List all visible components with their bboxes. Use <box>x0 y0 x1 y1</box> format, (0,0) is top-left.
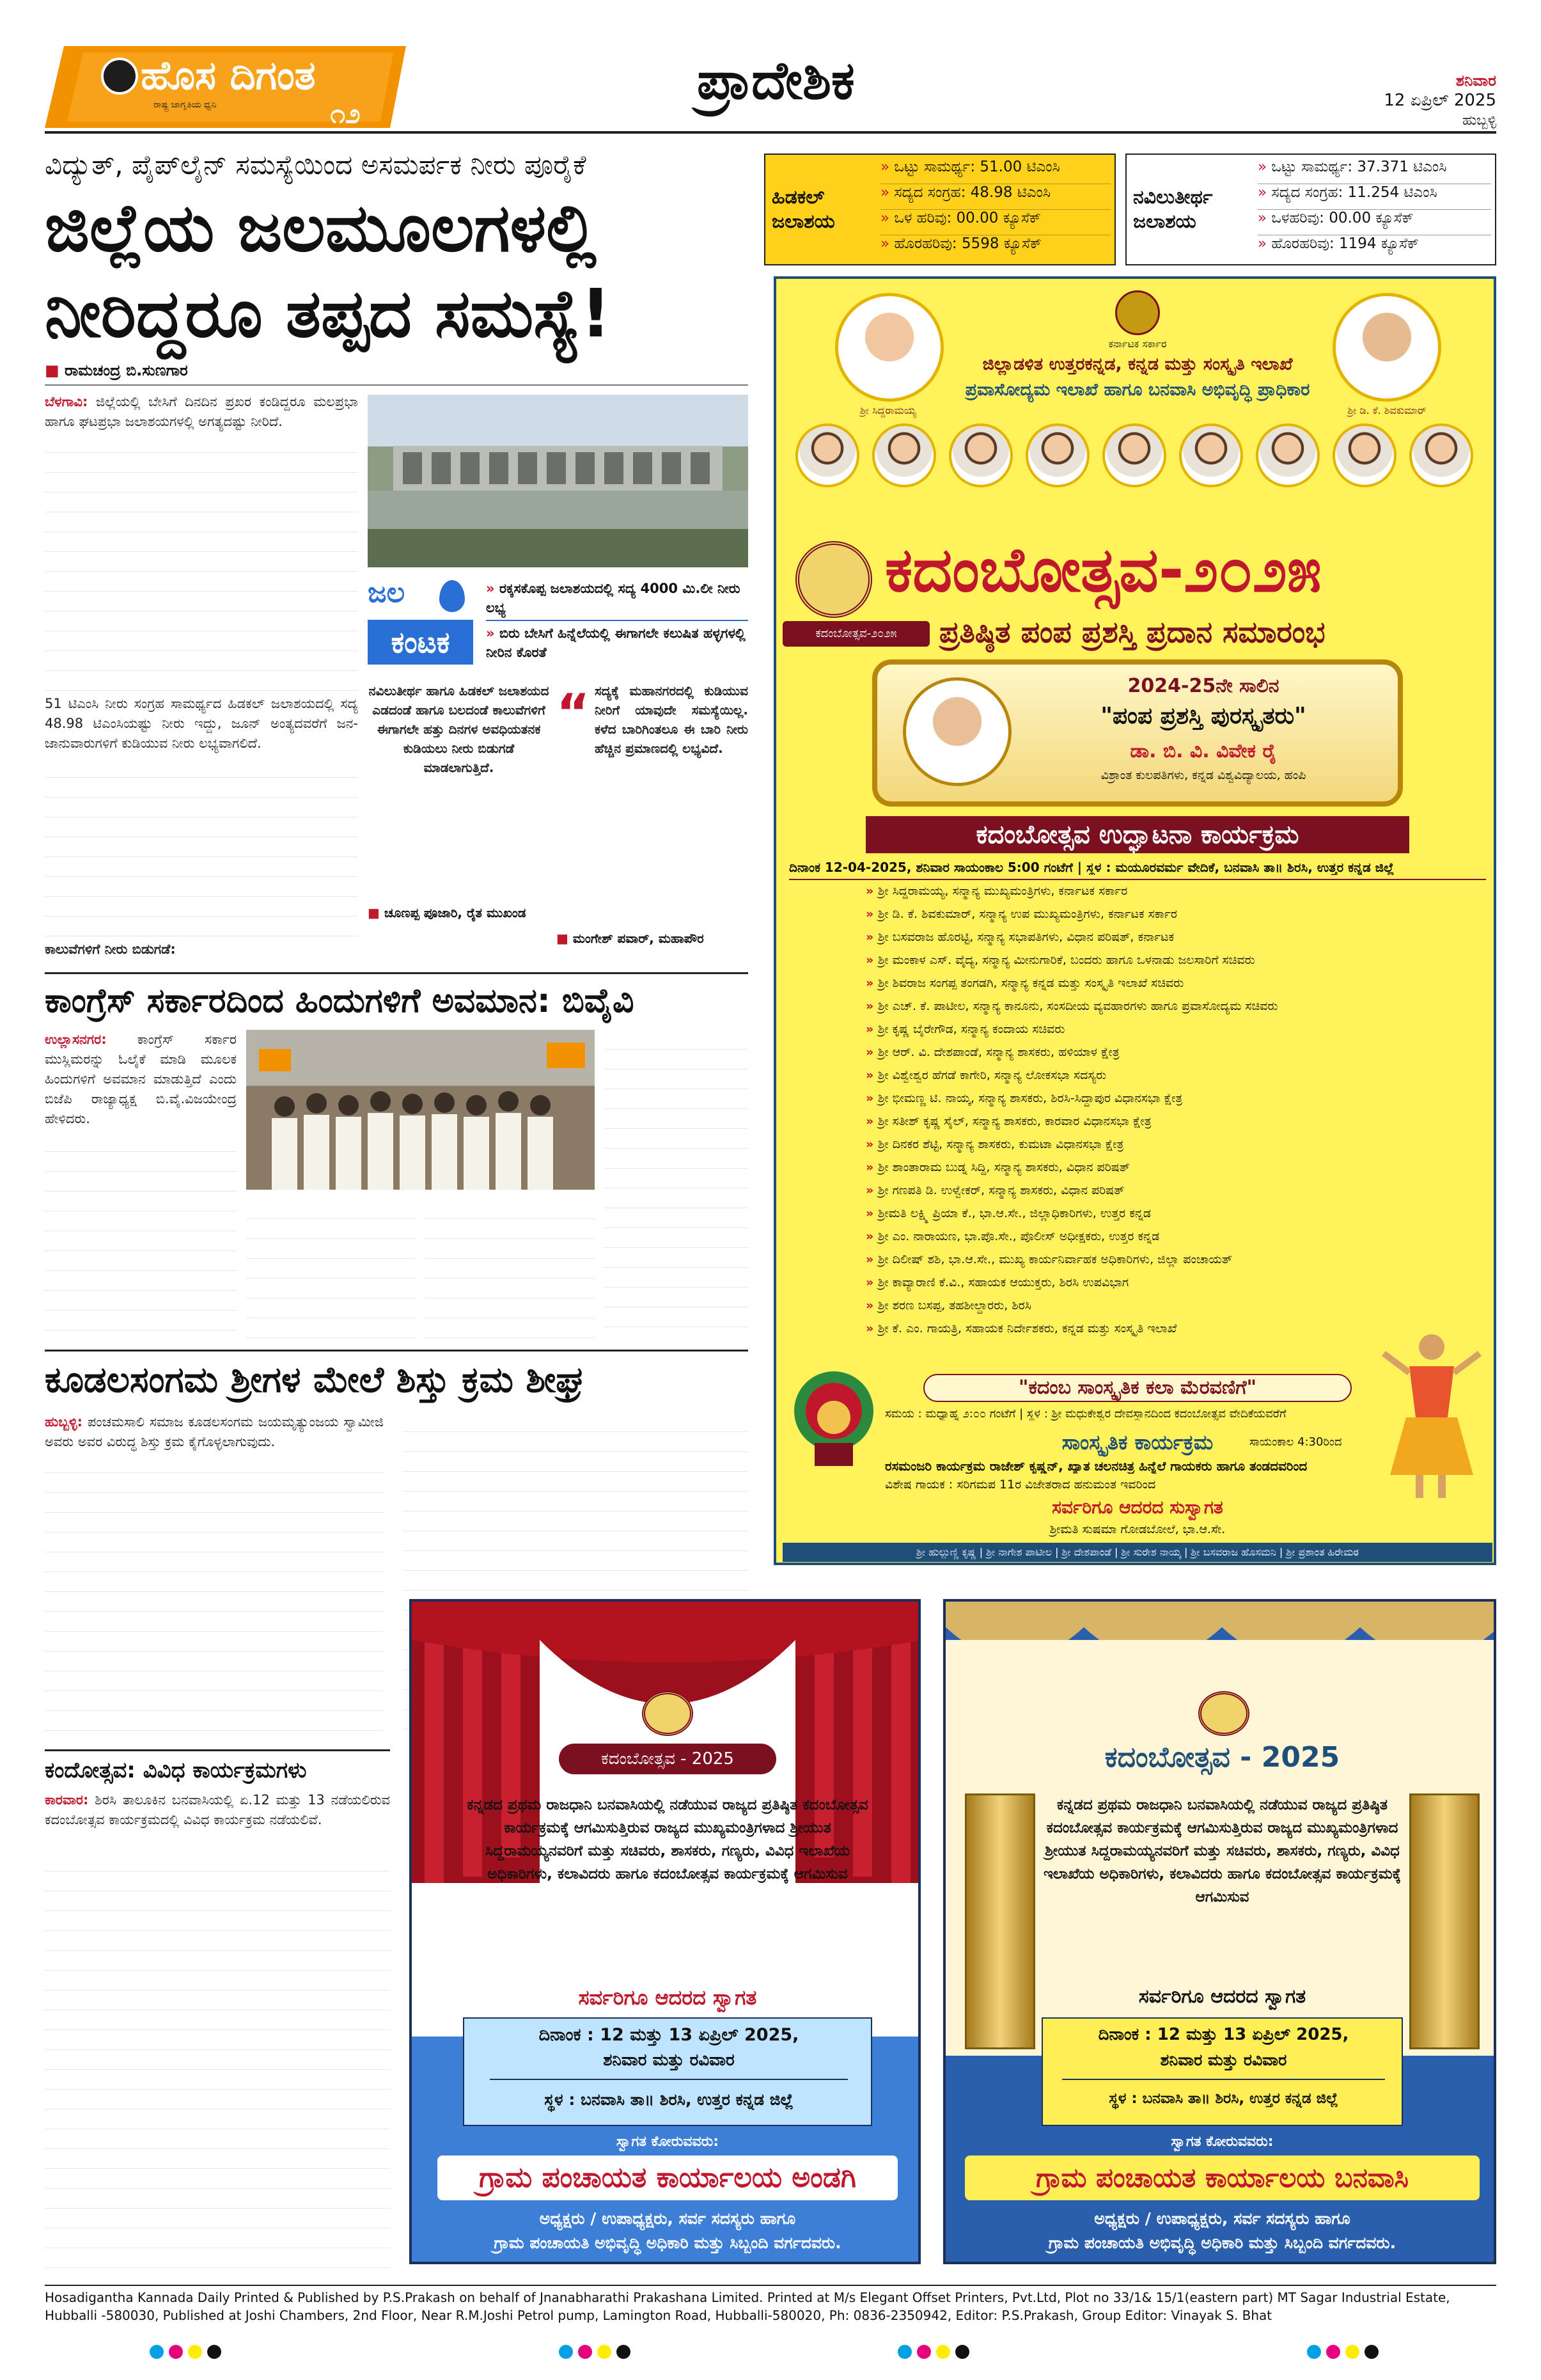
guest-line: » ಶ್ರೀ ಮಂಕಾಳ ಎಸ್. ವೈದ್ಯ, ಸನ್ಮಾನ್ಯ ಮೀನುಗಾರಿಕೆ, ಬಂದರು ಹಾಗೂ ಒಳನಾಡು ಜಲಸಾರಿಗೆ ಸಚಿವರು <box>866 953 1255 967</box>
quote1-author: ■ ಚೂಣಪ್ಪ ಪೂಜಾರಿ, ರೈತ ಮುಖಂಡ <box>368 905 526 920</box>
ad-left-days: ಶನಿವಾರ ಮತ್ತು ರವಿವಾರ <box>603 2051 735 2070</box>
minister-portrait <box>1256 423 1320 487</box>
ad-yakshagana-illustration <box>789 1366 879 1469</box>
ad-right-place: ಸ್ಥಳ : ಬನವಾಸಿ ತಾ॥ ಶಿರಸಿ, ಉತ್ತರ ಕನ್ನಡ ಜಿಲ್ಲೆ <box>1109 2090 1338 2107</box>
award-year: 2024-25ನೇ ಸಾಲಿನ <box>1127 675 1279 697</box>
ad-procession: "ಕದಂಬ ಸಾಂಸ್ಕೃತಿಕ ಕಲಾ ಮೆರವಣಿಗೆ" <box>923 1374 1352 1402</box>
minister-portrait <box>795 423 859 487</box>
reservoir-box-navilutirtha <box>1125 154 1496 265</box>
ad-banavasi <box>943 1599 1496 2264</box>
guest-line: » ಶ್ರೀ ದಿಲೀಷ್ ಶಶಿ, ಭಾ.ಆ.ಸೇ., ಮುಖ್ಯ ಕಾರ್ಯನಿರ್ವಾಹಕ ಅಧಿಕಾರಿಗಳು, ಜಿಲ್ಲಾ ಪಂಚಾಯತ್ <box>866 1252 1233 1266</box>
ad-right-sign-line1: ಅಧ್ಯಕ್ಷರು / ಉಪಾಧ್ಯಕ್ಷರು, ಸರ್ವ ಸದಸ್ಯರು ಹಾಗೂ <box>1094 2209 1350 2228</box>
gold-pillar-right <box>1409 1793 1480 2049</box>
ad-right-date: ದಿನಾಂಕ : 12 ಮತ್ತು 13 ಏಪ್ರಿಲ್ 2025, <box>1098 2025 1349 2044</box>
ad-inaug-title: ಕದಂಬೋತ್ಸವ ಉದ್ಘಾಟನಾ ಕಾರ್ಯಕ್ರಮ <box>866 816 1409 853</box>
ad-left-office: ಗ್ರಾಮ ಪಂಚಾಯತ ಕಾರ್ಯಾಲಯ ಅಂಡಗಿ <box>437 2155 898 2200</box>
reservoir-name: ನವಿಲುತೀರ್ಥ ಜಲಾಶಯ <box>1133 186 1213 233</box>
jala-fact: » ಬಿರು ಬೇಸಿಗೆ ಹಿನ್ನೆಲೆಯಲ್ಲಿ ಈಗಾಗಲೇ ಕಲುಷಿತ ಹಳ್ಳಗಳಲ್ಲಿ ನೀರಿನ ಕೊರತೆ <box>486 626 746 660</box>
guest-line: » ಶ್ರೀ ದಿನಕರ ಶೆಟ್ಟಿ, ಸನ್ಮಾನ್ಯ ಶಾಸಕರು, ಕುಮಟಾ ವಿಧಾನಸಭಾ ಕ್ಷೇತ್ರ <box>866 1137 1124 1151</box>
quote2-author: ■ ಮಂಗೇಶ್ ಪವಾರ್, ಮಹಾಪೌರ <box>556 931 704 946</box>
guest-line: » ಶ್ರೀ ಸಿದ್ದರಾಮಯ್ಯ, ಸನ್ಮಾನ್ಯ ಮುಖ್ಯಮಂತ್ರಿಗಳು, ಕರ್ನಾಟಕ ಸರ್ಕಾರ <box>866 884 1128 898</box>
ad-left-paper <box>412 1883 921 2037</box>
ad-right-welcome: ಸರ್ವರಿಗೂ ಆದರದ ಸ್ವಾಗತ <box>1138 1985 1306 2008</box>
ad-right-body: ಕನ್ನಡದ ಪ್ರಥಮ ರಾಜಧಾನಿ ಬನವಾಸಿಯಲ್ಲಿ ನಡೆಯುವ ರಾಜ್ಯದ ಪ್ರತಿಷ್ಠಿತ ಕದಂಬೋತ್ಸವ ಕಾರ್ಯಕ್ರಮಕ್ಕೆ ಆಗಮಿಸುತ್ತಿರುವ ರಾಜ್ಯದ ಮುಖ್ಯಮಂತ್ರಿಗಳಾದ ಶ್ರೀಯುತ ಸಿದ್ದರಾಮಯ್ಯನವರಿಗೆ ಮತ್ತು ಸಚಿವರು, ಶಾಸಕರು, ಗಣ್ಯರು, ವಿವಿಧ ಇಲಾಖೆಯ ಅಧಿಕಾರಿಗಳು, ಕಲಾವಿದರು ಹಾಗೂ ಕದಂಬೋತ್ಸವ ಕಾರ್ಯಕ್ರಮಕ್ಕೆ ಆಗಮಿಸುವ <box>1043 1797 1402 1905</box>
ad-left-badge: ಕದಂಬೋತ್ಸವ - 2025 <box>559 1744 776 1774</box>
minister-portrait <box>1409 423 1473 487</box>
ad-procession-details: ಸಮಯ : ಮಧ್ಯಾಹ್ನ ೨:೦೦ ಗಂಟೆಗೆ | ಸ್ಥಳ : ಶ್ರೀ ಮಧುಕೇಶ್ವರ ದೇವಸ್ಥಾನದಿಂದ ಕದಂಬೋತ್ಸವ ವೇದಿಕೆಯವರೆಗೆ <box>885 1407 1287 1421</box>
reservoir-stats <box>880 159 1111 261</box>
ad-minister-row <box>789 423 1486 513</box>
rally-photo <box>246 1030 595 1190</box>
stat-row: » ಒಟ್ಟು ಸಾಮರ್ಥ್ಯ: 51.00 ಟಿಎಂಸಿ <box>880 159 1111 184</box>
awardee-desc: ವಿಶ್ರಾಂತ ಕುಲಪತಿಗಳು, ಕನ್ನಡ ವಿಶ್ವವಿದ್ಯಾಲಯ, ಹಂಪಿ <box>1100 768 1306 782</box>
reservoir-name: ಹಿಡಕಲ್ ಜಲಾಶಯ <box>772 186 835 233</box>
lead-kicker: ವಿದ್ಯುತ್, ಪೈಪ್‌ಲೈನ್ ಸಮಸ್ಯೆಯಿಂದ ಅಸಮರ್ಪಕ ನೀರು ಪೂರೈಕೆ <box>45 149 586 180</box>
yakshagana-icon <box>789 1366 879 1469</box>
jala-label-bottom: ಕಂಟಕ <box>368 620 473 665</box>
ad-welcome: ಸರ್ವರಿಗೂ ಆದರದ ಸುಸ್ವಾಗತ <box>1052 1497 1223 1518</box>
awardee-name: ಡಾ. ಬಿ. ವಿ. ವಿವೇಕ ರೈ <box>1130 740 1277 762</box>
dam-illustration <box>368 395 748 567</box>
reservoir-stats <box>1258 159 1491 261</box>
guest-line: » ಶ್ರೀ ಡಿ. ಕೆ. ಶಿವಕುಮಾರ್, ಸನ್ಮಾನ್ಯ ಉಪ ಮುಖ್ಯಮಂತ್ರಿಗಳು, ಕರ್ನಾಟಕ ಸರ್ಕಾರ <box>866 907 1177 921</box>
jala-label-top: ಜಲ <box>368 576 405 609</box>
minister-portrait <box>1026 423 1090 487</box>
ad-dancer-illustration <box>1371 1328 1486 1501</box>
story2-body-col4 <box>604 1030 748 1327</box>
gold-pillar-left <box>965 1793 1035 2049</box>
ad-right-office: ಗ್ರಾಮ ಪಂಚಾಯತ ಕಾರ್ಯಾಲಯ ಬನವಾಸಿ <box>965 2155 1480 2200</box>
lead-story <box>45 144 748 969</box>
lead-para2: 51 ಟಿಎಂಸಿ ನೀರು ಸಂಗ್ರಹ ಸಾಮರ್ಥ್ಯದ ಹಿಡಕಲ್ ಜಲಾಶಯದಲ್ಲಿ ಸದ್ಯ 48.98 ಟಿಎಂಸಿಯಷ್ಟು ನೀರು ಇದ್ದು, ಜೂನ್ ಅಂತ್ಯದವರೆಗೆ ಜನ-ಜಾನುವಾರುಗಳಿಗೆ ಕುಡಿಯುವ ನೀರು ಲಭ್ಯವಾಗಲಿದೆ. <box>45 696 358 751</box>
crowd-illustration <box>246 1030 595 1190</box>
ad-footer-contacts: ಶ್ರೀ ಹುಲ್ಲುಣ್ಣಿ ಕೃಷ್ಣ | ಶ್ರೀ ನಾಗೇಶ ಪಾಟೀಲ | ಶ್ರೀ ದೇಶಪಾಂಡೆ | ಶ್ರೀ ಸುರೇಶ ನಾಯ್ಕ | ಶ್ರೀ ಬಸವರಾಜ ಹೊಸಮನಿ | ಶ್ರೀ ಪ್ರಶಾಂತ ಹಿರೇಮಠ <box>783 1543 1492 1562</box>
guest-line: » ಶ್ರೀ ಕಾವ್ಯಾರಾಣಿ ಕೆ.ವಿ., ಸಹಾಯಕ ಆಯುಕ್ತರು, ಶಿರಸಿ ಉಪವಿಭಾಗ <box>866 1275 1129 1289</box>
ad-right-welcomer-label: ಸ್ವಾಗತ ಕೋರುವವರು: <box>1171 2134 1274 2150</box>
minister-portrait <box>1179 423 1243 487</box>
ad-cultural-title: ಸಾಂಸ್ಕೃತಿಕ ಕಾರ್ಯಕ್ರಮ <box>1061 1430 1214 1454</box>
guest-line: » ಶ್ರೀ ಆರ್. ವಿ. ದೇಶಪಾಂಡೆ, ಸನ್ಮಾನ್ಯ ಶಾಸಕರು, ಹಳಿಯಾಳ ಕ್ಷೇತ್ರ <box>866 1045 1120 1059</box>
quote-block-1 <box>368 681 550 950</box>
guest-line: » ಶ್ರೀ ಶಿವರಾಜ ಸಂಗಪ್ಪ ತಂಗಡಗಿ, ಸನ್ಮಾನ್ಯ ಕನ್ನಡ ಮತ್ತು ಸಂಸ್ಕೃತಿ ಇಲಾಖೆ ಸಚಿವರು <box>866 976 1184 990</box>
ad-musical-line: ರಸಮಂಜರಿ ಕಾರ್ಯಕ್ರಮ ರಾಜೇಶ್ ಕೃಷ್ಣನ್, ಖ್ಯಾತ ಚಲನಚಿತ್ರ ಹಿನ್ನೆಲೆ ಗಾಯಕರು ಹಾಗೂ ತಂಡದವರಿಂದ <box>885 1458 1308 1474</box>
water-drop-icon <box>439 580 465 612</box>
date-weekday: ಶನಿವಾರ <box>1455 72 1496 90</box>
story3-headline: ಕೂಡಲಸಂಗಮ ಶ್ರೀಗಳ ಮೇಲೆ ಶಿಸ್ತು ಕ್ರಮ ಶೀಘ್ರ <box>45 1359 584 1401</box>
stat-row: » ಹೊರಹರಿವು: 5598 ಕ್ಯೂಸೆಕ್ <box>880 235 1042 252</box>
lead-headline-line1: ಜಿಲ್ಲೆಯ ಜಲಮೂಲಗಳಲ್ಲಿ <box>45 189 597 267</box>
dam-photo <box>368 395 748 567</box>
award-name: "ಪಂಪ ಪ್ರಶಸ್ತಿ ಪುರಸ್ಕೃತರು" <box>1100 703 1306 729</box>
story3-body-col1 <box>45 1453 384 1731</box>
guest-line: » ಶ್ರೀ ಶರಣ ಬಸಪ್ಪ, ತಹಶೀಲ್ದಾರರು, ಶಿರಸಿ <box>866 1298 1031 1312</box>
ad-left-place: ಸ್ಥಳ : ಬನವಾಸಿ ತಾ॥ ಶಿರಸಿ, ಉತ್ತರ ಕನ್ನಡ ಜಿಲ್ಲೆ <box>544 2090 794 2109</box>
ad-andagi <box>409 1599 921 2264</box>
guest-line: » ಶ್ರೀ ಭೀಮಣ್ಣ ಟಿ. ನಾಯ್ಕ, ಸನ್ಮಾನ್ಯ ಶಾಸಕರು, ಶಿರಸಿ-ಸಿದ್ದಾಪುರ ವಿಧಾನಸಭಾ ಕ್ಷೇತ್ರ <box>866 1091 1183 1105</box>
ad-welcome-by: ಶ್ರೀಮತಿ ಸುಷಮಾ ಗೋಡಬೋಲೆ, ಭಾ.ಆ.ಸೇ. <box>1049 1522 1226 1536</box>
stat-row: » ಒಳಹರಿವು: 00.00 ಕ್ಯೂಸೆಕ್ <box>1258 210 1491 235</box>
guest-line: » ಶ್ರೀ ಎಂ. ನಾರಾಯಣ, ಭಾ.ಪೊ.ಸೇ., ಪೊಲೀಸ್ ಅಧೀಕ್ಷಕರು, ಉತ್ತರ ಕನ್ನಡ <box>866 1229 1160 1243</box>
lead-body-col1 <box>45 433 358 691</box>
story-bvv <box>45 979 748 1346</box>
byline-rule <box>45 384 748 386</box>
ad-left-logo-icon <box>642 1691 693 1736</box>
ad-right-date-rule <box>1062 2079 1385 2080</box>
ad-inaug-rule <box>789 879 1486 880</box>
masthead-logo-block <box>45 46 406 128</box>
jala-fact: » ರಕ್ಕಸಕೊಪ್ಪ ಜಲಾಶಯದಲ್ಲಿ ಸದ್ಯ 4000 ಮಿ.ಲೀ ನೀರು ಲಭ್ಯ <box>486 576 748 621</box>
minister-portrait <box>949 423 1013 487</box>
ad-award-frame <box>872 659 1403 807</box>
color-marks-group <box>147 2345 237 2361</box>
ad-left-date-rule <box>490 2079 848 2080</box>
logo-tagline: ರಾಷ್ಟ್ರ ಜಾಗೃತಿಯ ಧ್ವನಿ <box>153 100 217 110</box>
date-line: 12 ಏಪ್ರಿಲ್ 2025 <box>1384 91 1496 110</box>
story-kadambotsava <box>45 1756 390 2287</box>
color-marks-group <box>556 2345 646 2361</box>
stat-row: » ಸದ್ಯದ ಸಂಗ್ರಹ: 11.254 ಟಿಎಂಸಿ <box>1258 184 1491 210</box>
story2-lede: ಉಲ್ಲಾಸನಗರ: ಕಾಂಗ್ರೆಸ್ ಸರ್ಕಾರ ಮುಸ್ಲಿಮರನ್ನು ಓಲೈಕೆ ಮಾಡಿ ಮೂಲಕ ಹಿಂದುಗಳಿಗೆ ಅವಮಾನ ಮಾಡುತ್ತಿದೆ ಎಂದು ಬಿಜೆಪಿ ರಾಜ್ಯಾಧ್ಯಕ್ಷ ಬಿ.ವೈ.ವಿಜಯೇಂದ್ರ ಹೇಳಿದರು. <box>45 1032 237 1126</box>
lead-body-col1b <box>45 758 358 936</box>
story4-lede: ಕಾರವಾರ: ಶಿರಸಿ ತಾಲೂಕಿನ ಬನವಾಸಿಯಲ್ಲಿ ಏ.12 ಮತ್ತು 13 ನಡೆಯಲಿರುವ ಕದಂಬೋತ್ಸವ ಕಾರ್ಯಕ್ರಮದಲ್ಲಿ ವಿವಿಧ ಕಾರ್ಯಕ್ರಮ ನಡೆಯಲಿವೆ. <box>45 1792 390 1827</box>
story2-body-col2 <box>246 1199 416 1338</box>
quote1-text: ನವಿಲುತೀರ್ಥ ಹಾಗೂ ಹಿಡಕಲ್ ಜಲಾಶಯದ ಎಡದಂಡೆ ಹಾಗೂ ಬಲದಂಡೆ ಕಾಲುವೆಗಳಿಗೆ ಈಗಾಗಲೇ ಹತ್ತು ದಿನಗಳ ಅವಧಿಯತನಕ ಕುಡಿಯಲು ನೀರು ಬಿಡುಗಡೆ ಮಾಡಲಾಗುತ್ತಿದೆ. <box>368 683 549 775</box>
ad-right-sign-line2: ಗ್ರಾಮ ಪಂಚಾಯತಿ ಅಭಿವೃದ್ಧಿ ಅಧಿಕಾರಿ ಮತ್ತು ಸಿಬ್ಬಂದಿ ವರ್ಗದವರು. <box>1048 2234 1396 2252</box>
minister-portrait <box>1102 423 1166 487</box>
quote-block-2 <box>556 681 748 950</box>
karnataka-emblem-icon <box>1115 290 1160 335</box>
stat-row: » ಹೊರಹರಿವು: 1194 ಕ್ಯೂಸೆಕ್ <box>1258 235 1419 252</box>
story4-body <box>45 1852 390 2268</box>
masthead-rule <box>45 131 1496 134</box>
stat-row: » ಒಳ ಹರಿವು: 00.00 ಕ್ಯೂಸೆಕ್ <box>880 210 1111 235</box>
kadambotsava-main-ad <box>774 276 1496 1565</box>
logo-emblem-icon <box>101 58 138 95</box>
minister-portrait <box>872 423 936 487</box>
guest-line: » ಶ್ರೀ ಸತೀಶ್ ಕೃಷ್ಣ ಸೈಲ್, ಸನ್ಮಾನ್ಯ ಶಾಸಕರು, ಕಾರವಾರ ವಿಧಾನಸಭಾ ಕ್ಷೇತ್ರ <box>866 1114 1152 1128</box>
ad-dept-line1: ಜಿಲ್ಲಾಡಳಿತ ಉತ್ತರಕನ್ನಡ, ಕನ್ನಡ ಮತ್ತು ಸಂಸ್ಕೃತಿ ಇಲಾಖೆ <box>982 354 1293 374</box>
guest-line: » ಶ್ರೀಮತಿ ಲಕ್ಷ್ಮಿ ಪ್ರಿಯಾ ಕೆ., ಭಾ.ಆ.ಸೇ., ಜಿಲ್ಲಾಧಿಕಾರಿಗಳು, ಉತ್ತರ ಕನ್ನಡ <box>866 1206 1152 1220</box>
minister-portrait <box>1333 423 1396 487</box>
guest-line: » ಶ್ರೀ ವಿಶ್ವೇಶ್ವರ ಹೆಗಡೆ ಕಾಗೇರಿ, ಸನ್ಮಾನ್ಯ ಲೋಕಸಭಾ ಸದಸ್ಯರು <box>866 1068 1107 1082</box>
story4-headline: ಕಂದೋತ್ಸವ: ವಿವಿಧ ಕಾರ್ಯಕ್ರಮಗಳು <box>45 1758 307 1783</box>
imprint-rule <box>45 2285 1496 2286</box>
guest-line: » ಶ್ರೀ ಎಚ್. ಕೆ. ಪಾಟೀಲ, ಸನ್ಮಾನ್ಯ ಕಾನೂನು, ಸಂಸದೀಯ ವ್ಯವಹಾರಗಳು ಹಾಗೂ ಪ್ರವಾಸೋದ್ಯಮ ಸಚಿವರು <box>866 999 1278 1013</box>
imprint-line2: Hubballi -580030, Published at Joshi Chambers, 2nd Floor, Near R.M.Joshi Petrol pump, Lamington Road, Hubballi-580020, Ph: 0836-2350942, Editor: P.S.Prakash, Group Editor: Vinayak S. Bhat <box>45 2308 1272 2323</box>
story2-body-col1 <box>45 1132 237 1330</box>
ad-badge: ಕದಂಬೋತ್ಸವ-೨೦೨೫ <box>783 621 930 647</box>
ad-dcm-caption: ಶ್ರೀ ಡಿ. ಕೆ. ಶಿವಕುಮಾರ್ <box>1347 404 1427 416</box>
city-line: ಹುಬ್ಬಳ್ಳಿ <box>1462 113 1496 129</box>
guest-line: » ಶ್ರೀ ಕೃಷ್ಣ ಬೈರೇಗೌಡ, ಸನ್ಮಾನ್ಯ ಕಂದಾಯ ಸಚಿವರು <box>866 1022 1065 1036</box>
ad-right-date-box <box>1042 2017 1403 2126</box>
ad-left-body: ಕನ್ನಡದ ಪ್ರಥಮ ರಾಜಧಾನಿ ಬನವಾಸಿಯಲ್ಲಿ ನಡೆಯುವ ರಾಜ್ಯದ ಪ್ರತಿಷ್ಠಿತ ಕದಂಬೋತ್ಸವ ಕಾರ್ಯಕ್ರಮಕ್ಕೆ ಆಗಮಿಸುತ್ತಿರುವ ರಾಜ್ಯದ ಮುಖ್ಯಮಂತ್ರಿಗಳಾದ ಶ್ರೀಯುತ ಸಿದ್ದರಾಮಯ್ಯನವರಿಗೆ ಮತ್ತು ಸಚಿವರು, ಶಾಸಕರು, ಗಣ್ಯರು, ವಿವಿಧ ಇಲಾಖೆಯ ಅಧಿಕಾರಿಗಳು, ಕಲಾವಿದರು ಹಾಗೂ ಕದಂಬೋತ್ಸವ ಕಾರ್ಯಕ್ರಮಕ್ಕೆ ಆಗಮಿಸುವ <box>467 1797 868 1882</box>
awardee-portrait <box>903 677 1012 786</box>
ad-cm-portrait <box>835 293 944 402</box>
registration-marks <box>0 2341 1541 2367</box>
masthead <box>0 0 1541 147</box>
reservoir-box-hidkal <box>764 154 1116 265</box>
ad-event-subtitle: ಪ್ರತಿಷ್ಠಿತ ಪಂಪ ಪ್ರಶಸ್ತಿ ಪ್ರದಾನ ಸಮಾರಂಭ <box>939 615 1326 649</box>
quote-mark-icon: “ <box>556 683 590 743</box>
quote2-text: ಸದ್ಯಕ್ಕೆ ಮಹಾನಗರದಲ್ಲಿ ಕುಡಿಯುವ ನೀರಿಗೆ ಯಾವುದೇ ಸಮಸ್ಯೆಯಿಲ್ಲ. ಕಳೆದ ಬಾರಿಗಿಂತಲೂ ಈ ಬಾರಿ ನೀರು ಹೆಚ್ಚಿನ ಪ್ರಮಾಣದಲ್ಲಿ ಲಭ್ಯವಿದೆ. <box>595 683 748 756</box>
section-rule-2 <box>45 1350 748 1352</box>
section-title: ಪ್ರಾದೇಶಿಕ <box>697 51 855 111</box>
ad-left-welcomer-label: ಸ್ವಾಗತ ಕೋರುವವರು: <box>616 2134 719 2150</box>
ad-left-date-box <box>463 2017 872 2126</box>
color-marks-group <box>895 2345 985 2361</box>
stat-row: » ಒಟ್ಟು ಸಾಮರ್ಥ್ಯ: 37.371 ಟಿಎಂಸಿ <box>1258 159 1491 184</box>
ad-emblem-text: ಕರ್ನಾಟಕ ಸರ್ಕಾರ <box>1108 338 1167 350</box>
ad-dept-line2: ಪ್ರವಾಸೋದ್ಯಮ ಇಲಾಖೆ ಹಾಗೂ ಬನವಾಸಿ ಅಭಿವೃದ್ಧಿ ಪ್ರಾಧಿಕಾರ <box>965 380 1310 400</box>
color-marks-group <box>1304 2345 1394 2361</box>
lead-lede: ಬೆಳಗಾವಿ: ಜಿಲ್ಲೆಯಲ್ಲಿ ಬೇಸಿಗೆ ದಿನದಿನ ಪ್ರಖರ ಕಂಡಿದ್ದರೂ ಮಲಪ್ರಭಾ ಹಾಗೂ ಘಟಪ್ರಭಾ ಜಲಾಶಯಗಳಲ್ಲಿ ಅಗತ್ಯದಷ್ಟು ನೀರಿದೆ. <box>45 394 358 429</box>
section-rule-1 <box>45 972 748 974</box>
ad-left-welcome: ಸರ್ವರಿಗೂ ಆದರದ ಸ್ವಾಗತ <box>578 1985 757 2010</box>
guest-line: » ಶ್ರೀ ಕೆ. ಎಂ. ಗಾಯತ್ರಿ, ಸಹಾಯಕ ನಿರ್ದೇಶಕರು, ಕನ್ನಡ ಮತ್ತು ಸಂಸ್ಕೃತಿ ಇಲಾಖೆ <box>866 1321 1177 1336</box>
ad-left-sign-line2: ಗ್ರಾಮ ಪಂಚಾಯತಿ ಅಭಿವೃದ್ಧಿ ಅಧಿಕಾರಿ ಮತ್ತು ಸಿಬ್ಬಂದಿ ವರ್ಗದವರು. <box>494 2234 841 2252</box>
ad-inaug-details: ದಿನಾಂಕ 12-04-2025, ಶನಿವಾರ ಸಾಯಂಕಾಲ 5:00 ಗಂಟೆಗೆ | ಸ್ಥಳ : ಮಯೂರವರ್ಮ ವೇದಿಕೆ, ಬನವಾಸಿ ತಾ॥ ಶಿರಸಿ, ಉತ್ತರ ಕನ್ನಡ ಜಿಲ್ಲೆ <box>789 860 1395 875</box>
ad-cultural-time: ಸಾಯಂಕಾಲ 4:30ರಿಂದ <box>1249 1435 1342 1449</box>
guest-line: » ಶ್ರೀ ಗಣಪತಿ ಡಿ. ಉಳ್ವೇಕರ್, ಸನ್ಮಾನ್ಯ ಶಾಸಕರು, ವಿಧಾನ ಪರಿಷತ್ <box>866 1183 1125 1197</box>
ad-right-logo-icon <box>1198 1691 1249 1736</box>
logo-text: ಹೊಸ ದಿಗಂತ <box>141 52 316 99</box>
ad-right-badge: ಕದಂಬೋತ್ಸವ - 2025 <box>1104 1741 1340 1774</box>
ad-cm-caption: ಶ್ರೀ ಸಿದ್ದರಾಮಯ್ಯ <box>859 404 917 416</box>
lead-headline-line2: ನೀರಿದ್ದರೂ ತಪ್ಪದ ಸಮಸ್ಯೆ! <box>45 274 611 352</box>
story3-lede: ಹುಬ್ಬಳ್ಳಿ: ಪಂಚಮಸಾಲಿ ಸಮಾಜ ಕೂಡಲಸಂಗಮ ಜಯಮೃತ್ಯುಂಜಯ ಸ್ವಾಮೀಜಿ ಅವರು ಅವರ ವಿರುದ್ಧ ಶಿಸ್ತು ಕ್ರಮ ಕೈಗೊಳ್ಳಲಾಗುವುದು. <box>45 1414 384 1449</box>
ad-left-sign-line1: ಅಧ್ಯಕ್ಷರು / ಉಪಾಧ್ಯಕ್ಷರು, ಸರ್ವ ಸದಸ್ಯರು ಹಾಗೂ <box>539 2209 796 2228</box>
lead-subhead: ಕಾಲುವೆಗಳಿಗೆ ನೀರು ಬಿಡುಗಡೆ: <box>45 942 176 957</box>
ad-dcm-portrait <box>1333 293 1441 402</box>
story2-body-col3 <box>425 1199 595 1338</box>
guest-line: » ಶ್ರೀ ಶಾಂತಾರಾಮ ಬುಡ್ನ ಸಿದ್ದಿ, ಸನ್ಮಾನ್ಯ ಶಾಸಕರು, ವಿಧಾನ ಪರಿಷತ್ <box>866 1160 1130 1174</box>
ad-festival-logo-icon <box>795 541 872 618</box>
imprint-line1: Hosadigantha Kannada Daily Printed & Published by P.S.Prakash on behalf of Jnanabharathi Prakashana Limited. Printed at M/s Elegant Offset Printers, Pvt.Ltd, Plot no 33/1& 15/1(eastern part) MT Sagar Industrial Estate, <box>45 2290 1450 2305</box>
ad-left-date: ದಿನಾಂಕ : 12 ಮತ್ತು 13 ಏಪ್ರಿಲ್ 2025, <box>538 2025 799 2045</box>
jala-facts <box>486 576 748 665</box>
ad-guest-list <box>866 884 1486 1370</box>
guest-line: » ಶ್ರೀ ಬಸವರಾಜ ಹೊರಟ್ಟಿ, ಸನ್ಮಾನ್ಯ ಸಭಾಪತಿಗಳು, ವಿಧಾನ ಪರಿಷತ್, ಕರ್ನಾಟಕ <box>866 930 1175 944</box>
ad-right-days: ಶನಿವಾರ ಮತ್ತು ರವಿವಾರ <box>1160 2051 1287 2069</box>
page-number: ೧೨ <box>330 98 361 129</box>
ad-festival-title: ಕದಂಬೋತ್ಸವ-೨೦೨೫ <box>885 534 1322 606</box>
jala-kantaka-badge <box>368 576 473 672</box>
ad-special-line: ವಿಶೇಷ ಗಾಯಕ : ಸರಿಗಮಪ 11ರ ವಿಜೇತರಾದ ಹನುಮಂತ ಇವರಿಂದ <box>885 1478 1156 1492</box>
story2-headline: ಕಾಂಗ್ರೆಸ್ ಸರ್ಕಾರದಿಂದ ಹಿಂದುಗಳಿಗೆ ಅವಮಾನ: ಬಿವೈವಿ <box>45 982 634 1020</box>
section-rule-3 <box>45 1749 390 1751</box>
stat-row: » ಸದ್ಯದ ಸಂಗ್ರಹ: 48.98 ಟಿಎಂಸಿ <box>880 184 1111 210</box>
byline: ■ ರಾಮಚಂದ್ರ ಬಿ.ಸುಣಗಾರ <box>45 361 188 379</box>
dancer-icon <box>1371 1328 1486 1501</box>
